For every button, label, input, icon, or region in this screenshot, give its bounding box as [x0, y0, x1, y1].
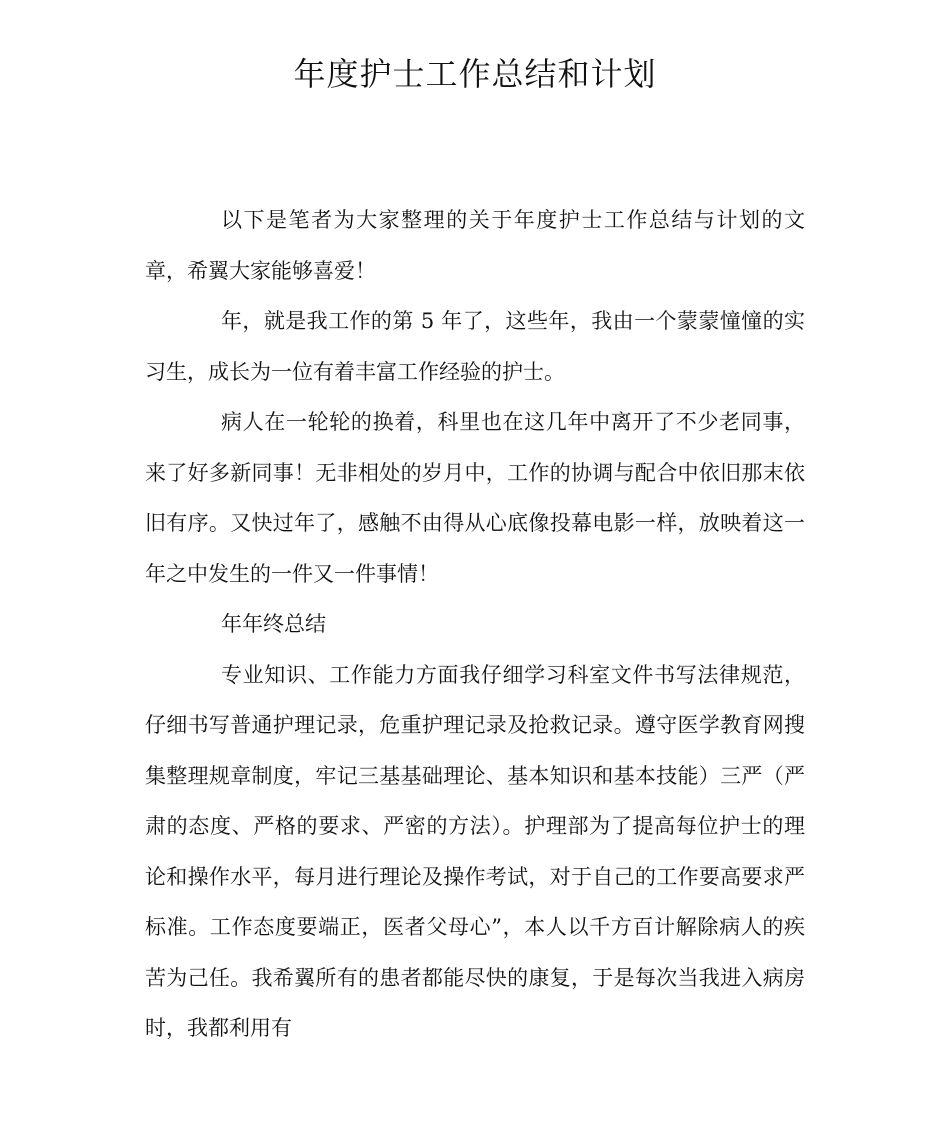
document-body	[145, 195, 805, 1054]
paragraph-patients: 病人在一轮轮的换着，科里也在这几年中离开了不少老同事，来了好多新同事！无非相处的岁月中，工作的协调与配合中依旧那末依旧有序。又快过年了，感触不由得从心底像投幕电影一样，放映着这一年之中发生的一件又一件事情！	[145, 410, 805, 586]
paragraph-professional-knowledge: 专业知识、工作能力方面我仔细学习科室文件书写法律规范，仔细书写普通护理记录，危重护理记录及抢救记录。遵守医学教育网搜集整理规章制度，牢记三基基础理论、基本知识和基本技能）三严（严肃的态度、严格的要求、严密的方法）。护理部为了提高每位护士的理论和操作水平，每月进行理论及操作考试，对于自己的工作要高要求严标准。工作态度要端正，医者父母心”，本人以千方百计解除病人的疾苦为己任。我希翼所有的患者都能尽快的康复，于是每次当我进入病房时，我都利用有	[145, 662, 805, 1040]
paragraph-fifth-year: 年，就是我工作的第 5 年了，这些年，我由一个蒙蒙憧憧的实习生，成长为一位有着丰富工作经验的护士。	[145, 309, 805, 384]
section-heading-year-end-summary: 年年终总结	[221, 612, 326, 636]
document-title: 年度护士工作总结和计划	[293, 55, 657, 93]
paragraph-intro: 以下是笔者为大家整理的关于年度护士工作总结与计划的文章，希翼大家能够喜爱！	[145, 208, 805, 283]
